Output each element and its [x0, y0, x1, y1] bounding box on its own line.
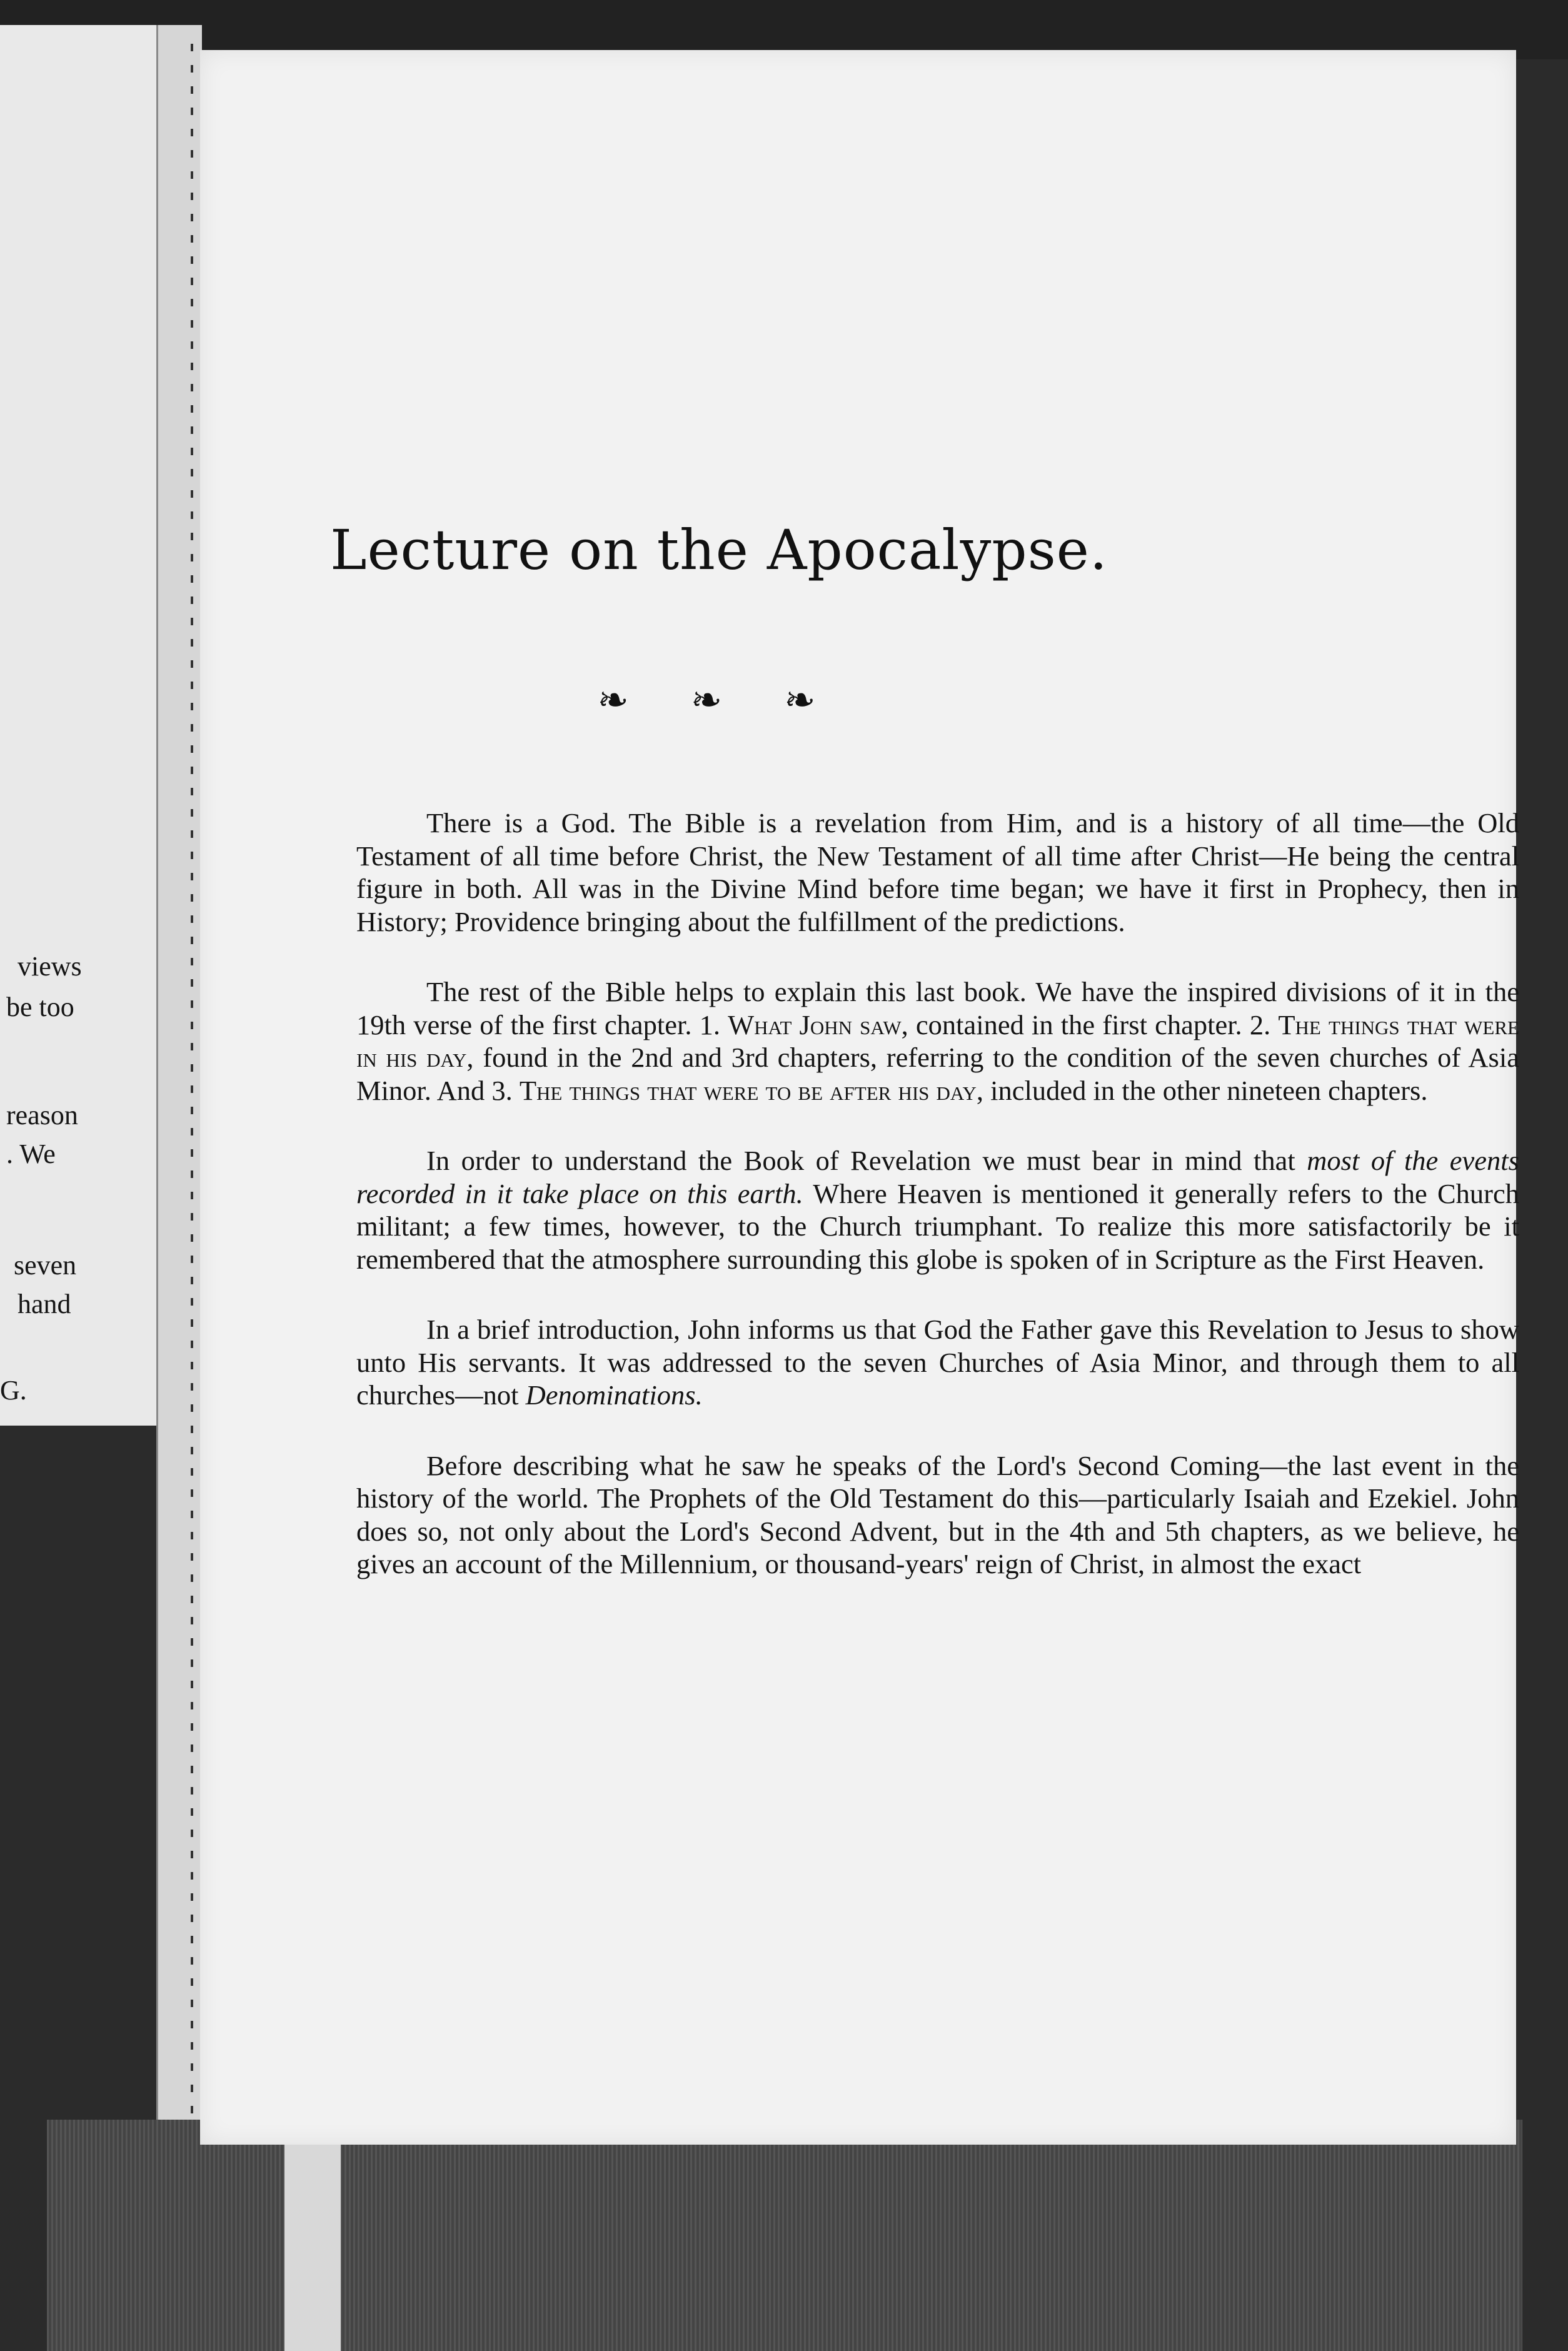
italic-emphasis: Denominations.: [525, 1379, 703, 1411]
body-text: [356, 807, 1519, 1618]
binding-tape: [284, 2120, 341, 2351]
document-page: [200, 50, 1520, 2145]
paragraph-text: The rest of the Bible helps to explain this last book. We have the inspired divisions of it in the 19th verse of the first chapter. 1.: [356, 976, 1519, 1040]
binding-cloth: [47, 2120, 1522, 2351]
small-caps-heading: The things that were to be after his day: [519, 1074, 977, 1106]
facing-page-fragment: views: [18, 951, 82, 982]
page-title: Lecture on the Apocalypse.: [330, 518, 1108, 582]
paragraph-text: , included in the other nineteen chapters.: [976, 1074, 1428, 1106]
facing-page: [0, 25, 160, 1426]
binding-stitches: [191, 44, 193, 2170]
facing-page-fragment: be too: [6, 992, 74, 1022]
facing-page-fragment: hand: [18, 1289, 71, 1319]
facing-page-fragment: G.: [0, 1375, 27, 1406]
paragraph-2: [356, 975, 1519, 1107]
paragraph-text: In order to understand the Book of Revelation we must bear in mind that: [426, 1145, 1307, 1176]
facing-page-fragment: reason: [6, 1100, 78, 1130]
small-caps-heading: The things that were in his day: [356, 1009, 1519, 1073]
paragraph-1: There is a God. The Bible is a revelation from Him, and is a history of all time—the Old Testament of all time before Christ, the New Testament of all time after Christ—He being the central figure in both. All was in the Divine Mind before time began; we have it first in Prophecy, then in History; Providence bringing about the fulfillment of the predictions.: [356, 807, 1519, 937]
paragraph-5: Before describing what he saw he speaks of the Lord's Second Coming—the last event in the history of the world. The Prophets of the Old Testament do this—particularly Isaiah and Ezekiel. John does so, not only about the Lord's Second Advent, but in the 4th and 5th chapters, as we believe, he gives an account of the Millennium, or thousand-years' reign of Christ, in almost the exact: [356, 1449, 1519, 1579]
paragraph-text: , found in the 2nd and 3rd chapters, referring to the condition of the seven churches of Asia Minor. And 3.: [356, 1042, 1519, 1106]
facing-page-fragment: . We: [6, 1139, 56, 1169]
paragraph-text: Where Heaven is mentioned it generally refers to the Church militant; a few times, however, to the Church triumphant. To realize this more satisfactorily be it remembered that the atmosphere surrounding this globe is spoken of in Scripture as the First Heaven.: [356, 1177, 1520, 1275]
small-caps-heading: What John saw: [728, 1009, 902, 1040]
paragraph-text: , contained in the first chapter. 2.: [901, 1009, 1279, 1040]
book-gutter: [156, 25, 202, 2182]
italic-emphasis: most of the events recorded in it take place on this earth.: [356, 1145, 1519, 1209]
paragraph-4: [356, 1313, 1519, 1412]
paragraph-3: [356, 1144, 1519, 1276]
facing-page-fragment: seven: [14, 1250, 77, 1281]
paragraph-text: In a brief introduction, John informs us that God the Father gave this Revelation to Jesus to show unto His servants. It was addressed to the seven Churches of Asia Minor, and through them to all churches—not: [356, 1314, 1519, 1411]
fleuron-ornament: ❧ ❧ ❧: [597, 678, 841, 722]
